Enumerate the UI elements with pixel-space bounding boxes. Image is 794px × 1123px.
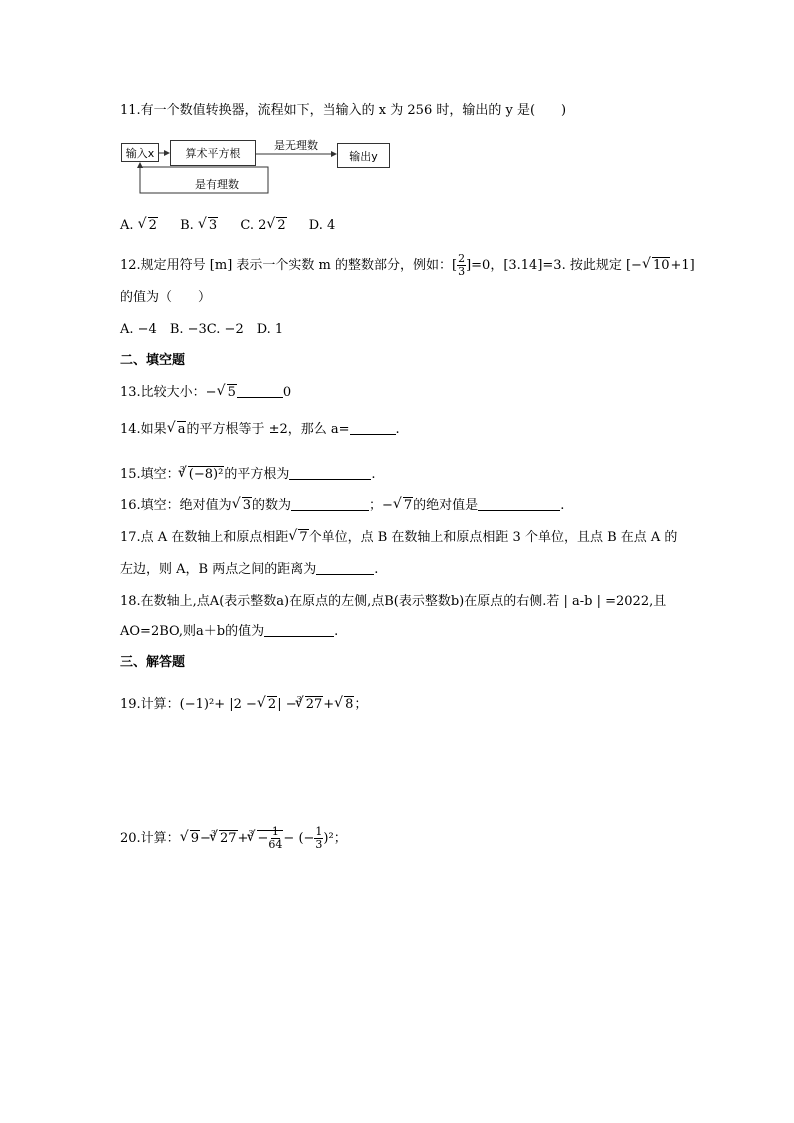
flow-irrational-label: 是无理数 [274, 139, 318, 152]
q19: 19.计算：(−1)²+ |2 −√ 2| −$^3$√ 27+√ 8； [120, 692, 367, 713]
sqrt-symbol: √ 7 [289, 530, 308, 546]
sqrt-symbol: √ 2 [267, 218, 286, 234]
q16: 16.填空：绝对值为√ 3的数为 ；−√ 7的绝对值是 . [120, 498, 564, 514]
answer-blank[interactable] [478, 498, 560, 511]
cube-root-symbol: √ 27 [296, 697, 324, 713]
flow-rational-label: 是有理数 [195, 178, 239, 191]
q20: 20.计算：√ 9−$^3$√ 27+$^3$√ − $\frac{1}{64}$ − (− $\frac{1}{3}$ )²； [120, 818, 347, 855]
fraction: $\frac{1}{64}$ [268, 825, 283, 851]
q12-options: A. −4 B. −3C. −2 D. 1 [120, 322, 284, 337]
answer-blank[interactable] [316, 562, 374, 575]
q18-line2: AO=2BO,则a＋b的值为 . [120, 624, 339, 639]
section-solve-heading: 三、解答题 [120, 655, 186, 670]
q17-line2: 左边，则 A，B 两点之间的距离为 . [120, 562, 379, 577]
section-fill-in-heading: 二、填空题 [120, 353, 186, 368]
sqrt-symbol: √ 3 [199, 218, 218, 234]
sqrt-symbol: √ a [168, 422, 187, 438]
q14: 14.如果√ a的平方根等于 ±2，那么 a= . [120, 422, 400, 438]
q11-options: A. √ 2 B. √ 3 C. 2√ 2 D. 4 [120, 218, 335, 234]
answer-blank[interactable] [291, 498, 369, 511]
q12-stem: 12.规定用符号 [m] 表示一个实数 m 的整数部分，例如：[ $\frac{2}{3}$ ]=0，[3.14]=3. 按此规定 [−√ 10+1] [120, 253, 695, 279]
answer-blank[interactable] [264, 624, 334, 637]
cube-root-symbol: √ (−8)² [179, 467, 225, 483]
cube-root-symbol: √ − $\frac{1}{64}$ [248, 823, 284, 855]
fraction: $\frac{1}{3}$ [315, 825, 323, 851]
sqrt-symbol: √ 5 [218, 385, 237, 401]
sqrt-symbol: √ 8 [335, 697, 354, 713]
q11-stem: 11.有一个数值转换器，流程如下，当输入的 x 为 256 时，输出的 y 是( ) [120, 103, 567, 118]
q18-line1: 18.在数轴上,点A(表示整数a)在原点的左侧,点B(表示整数b)在原点的右侧.若 | a-b | =2022,且 [120, 594, 667, 609]
q17-line1: 17.点 A 在数轴上和原点相距√ 7个单位，点 B 在数轴上和原点相距 3 个单位，且点 B 在点 A 的 [120, 530, 677, 546]
sqrt-symbol: √ 9 [181, 823, 200, 855]
sqrt-symbol: √ 7 [394, 498, 413, 514]
sqrt-symbol: √ 2 [258, 697, 277, 713]
q15: 15.填空：$^3$√ (−8)²的平方根为 . [120, 462, 375, 483]
q13: 13.比较大小：−√ 5 0 [120, 385, 291, 401]
cube-root-symbol: √ 27 [210, 823, 238, 855]
flow-input-box: 输入x [121, 143, 159, 162]
flow-arrows [0, 0, 794, 220]
sqrt-symbol: √ 3 [233, 498, 252, 514]
loop-rect [140, 167, 268, 193]
q12-stem-line2: 的值为（ ） [120, 290, 212, 305]
answer-blank[interactable] [350, 422, 396, 435]
flow-output-box: 输出y [337, 143, 390, 168]
flow-process-box: 算术平方根 [170, 140, 256, 166]
answer-blank[interactable] [237, 385, 283, 398]
fraction: $\frac{2}{3}$ [458, 252, 466, 278]
sqrt-symbol: √ 2 [139, 218, 158, 234]
sqrt-symbol: √ 10 [643, 253, 671, 279]
answer-blank[interactable] [289, 467, 371, 480]
